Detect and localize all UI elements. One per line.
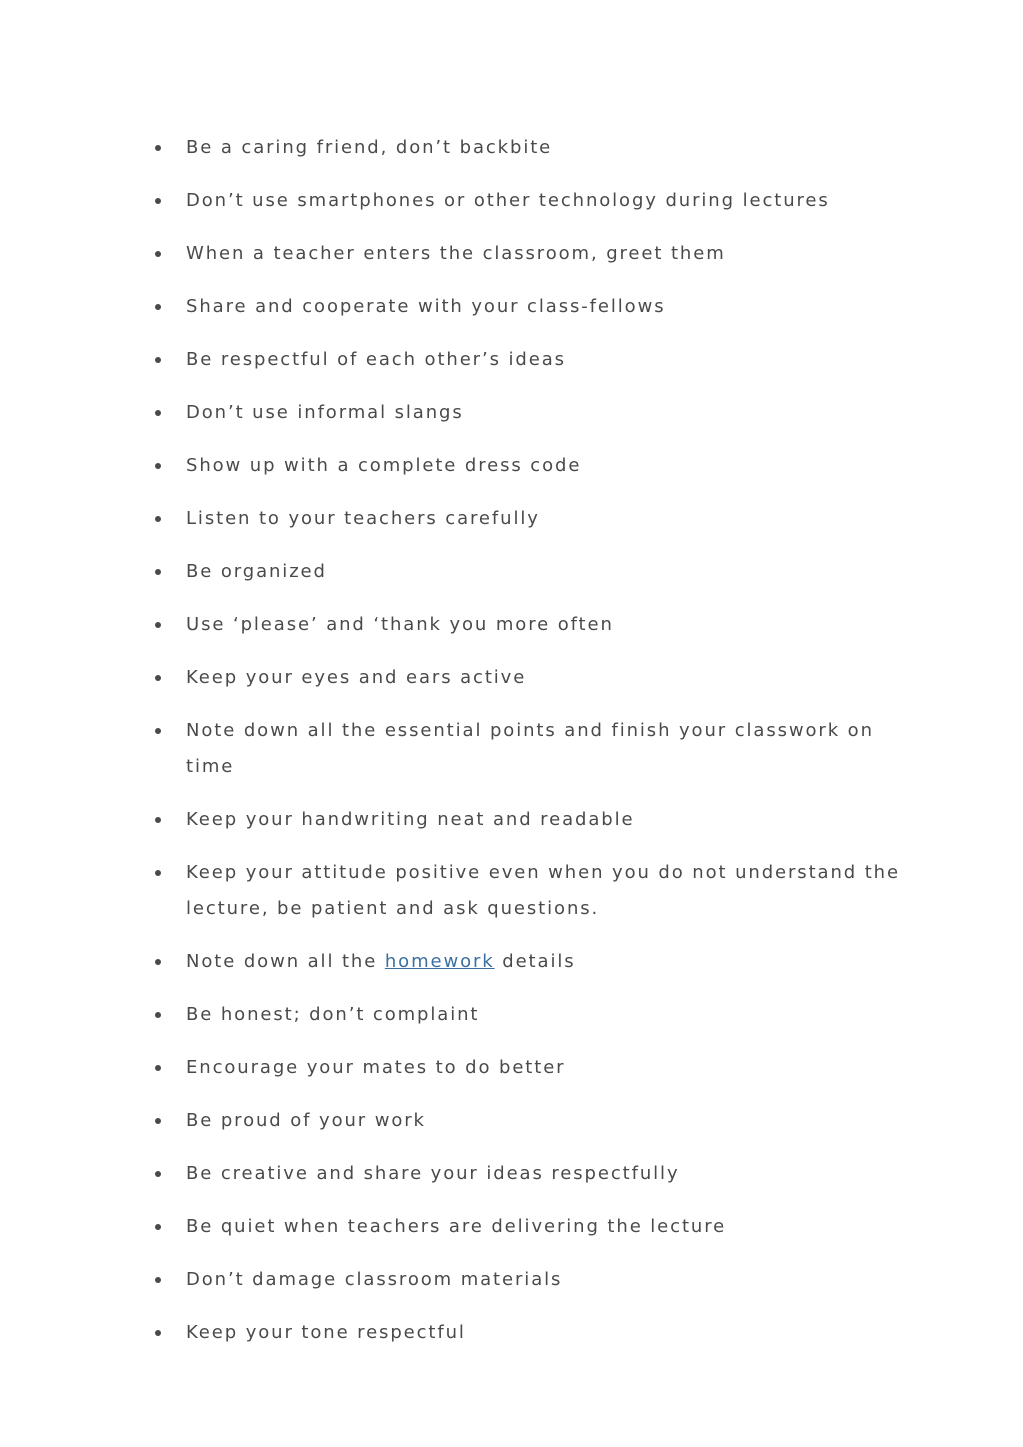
homework-text-before: Note down all the bbox=[186, 951, 385, 972]
list-item bbox=[0, 501, 1023, 537]
list-item-text: Be organized bbox=[186, 561, 327, 582]
list-item bbox=[0, 802, 1023, 838]
list-item bbox=[0, 448, 1023, 484]
list-item-text: Be honest; don’t complaint bbox=[186, 1004, 480, 1025]
list-item-text: Share and cooperate with your class-fellows bbox=[186, 296, 666, 317]
bullet-icon bbox=[155, 1065, 161, 1071]
bullet-icon bbox=[155, 463, 161, 469]
list-item bbox=[0, 1315, 1023, 1351]
homework-link[interactable]: homework bbox=[384, 951, 495, 972]
list-item-text: Don’t use smartphones or other technology during lectures bbox=[186, 190, 830, 211]
list-item-text: Be quiet when teachers are delivering the lecture bbox=[186, 1216, 727, 1237]
list-item bbox=[0, 1103, 1023, 1139]
bullet-icon bbox=[155, 728, 161, 734]
list-item bbox=[0, 289, 1023, 325]
bullet-icon bbox=[155, 251, 161, 257]
list-item-text: Keep your handwriting neat and readable bbox=[186, 809, 635, 830]
list-item bbox=[0, 1156, 1023, 1192]
list-item-text: Be proud of your work bbox=[186, 1110, 426, 1131]
bullet-icon bbox=[155, 1012, 161, 1018]
list-item bbox=[0, 607, 1023, 643]
list-item-text: Show up with a complete dress code bbox=[186, 455, 582, 476]
homework-text-after: details bbox=[494, 951, 576, 972]
bullet-icon bbox=[155, 1330, 161, 1336]
bullet-icon bbox=[155, 870, 161, 876]
list-item bbox=[0, 713, 1023, 785]
list-item-text: Keep your tone respectful bbox=[186, 1322, 466, 1343]
list-item-text: When a teacher enters the classroom, greet them bbox=[186, 243, 726, 264]
bullet-icon bbox=[155, 1171, 161, 1177]
list-item-text: Be respectful of each other’s ideas bbox=[186, 349, 566, 370]
bullet-icon bbox=[155, 198, 161, 204]
list-item bbox=[0, 660, 1023, 696]
list-item-text: Note down all the essential points and finish your classwork on time bbox=[186, 720, 874, 777]
list-item bbox=[0, 1050, 1023, 1086]
list-item bbox=[0, 1209, 1023, 1245]
list-item-text: Don’t use informal slangs bbox=[186, 402, 464, 423]
bullet-icon bbox=[155, 1118, 161, 1124]
list-item bbox=[0, 554, 1023, 590]
bullet-icon bbox=[155, 357, 161, 363]
bullet-icon bbox=[155, 1277, 161, 1283]
list-item bbox=[0, 1262, 1023, 1298]
list-item-text: Be creative and share your ideas respectfully bbox=[186, 1163, 680, 1184]
list-item-text: Don’t damage classroom materials bbox=[186, 1269, 563, 1290]
classroom-rules-list bbox=[0, 130, 1023, 1368]
list-item bbox=[0, 130, 1023, 166]
bullet-icon bbox=[155, 410, 161, 416]
list-item-text: Keep your eyes and ears active bbox=[186, 667, 527, 688]
bullet-icon bbox=[155, 304, 161, 310]
list-item bbox=[0, 997, 1023, 1033]
list-item-text: Encourage your mates to do better bbox=[186, 1057, 566, 1078]
list-item-text: Be a caring friend, don’t backbite bbox=[186, 137, 553, 158]
bullet-icon bbox=[155, 516, 161, 522]
list-item bbox=[0, 236, 1023, 272]
bullet-icon bbox=[155, 675, 161, 681]
bullet-icon bbox=[155, 817, 161, 823]
list-item-text: Listen to your teachers carefully bbox=[186, 508, 540, 529]
bullet-icon bbox=[155, 622, 161, 628]
list-item-homework bbox=[0, 944, 1023, 980]
list-item bbox=[0, 342, 1023, 378]
bullet-icon bbox=[155, 959, 161, 965]
list-item-text: Keep your attitude positive even when you do not understand the lecture, be patient and ask questions. bbox=[186, 862, 900, 919]
bullet-icon bbox=[155, 1224, 161, 1230]
list-item bbox=[0, 183, 1023, 219]
bullet-icon bbox=[155, 145, 161, 151]
bullet-icon bbox=[155, 569, 161, 575]
list-item bbox=[0, 855, 1023, 927]
list-item bbox=[0, 395, 1023, 431]
list-item-text: Use ‘please’ and ‘thank you more often bbox=[186, 614, 614, 635]
